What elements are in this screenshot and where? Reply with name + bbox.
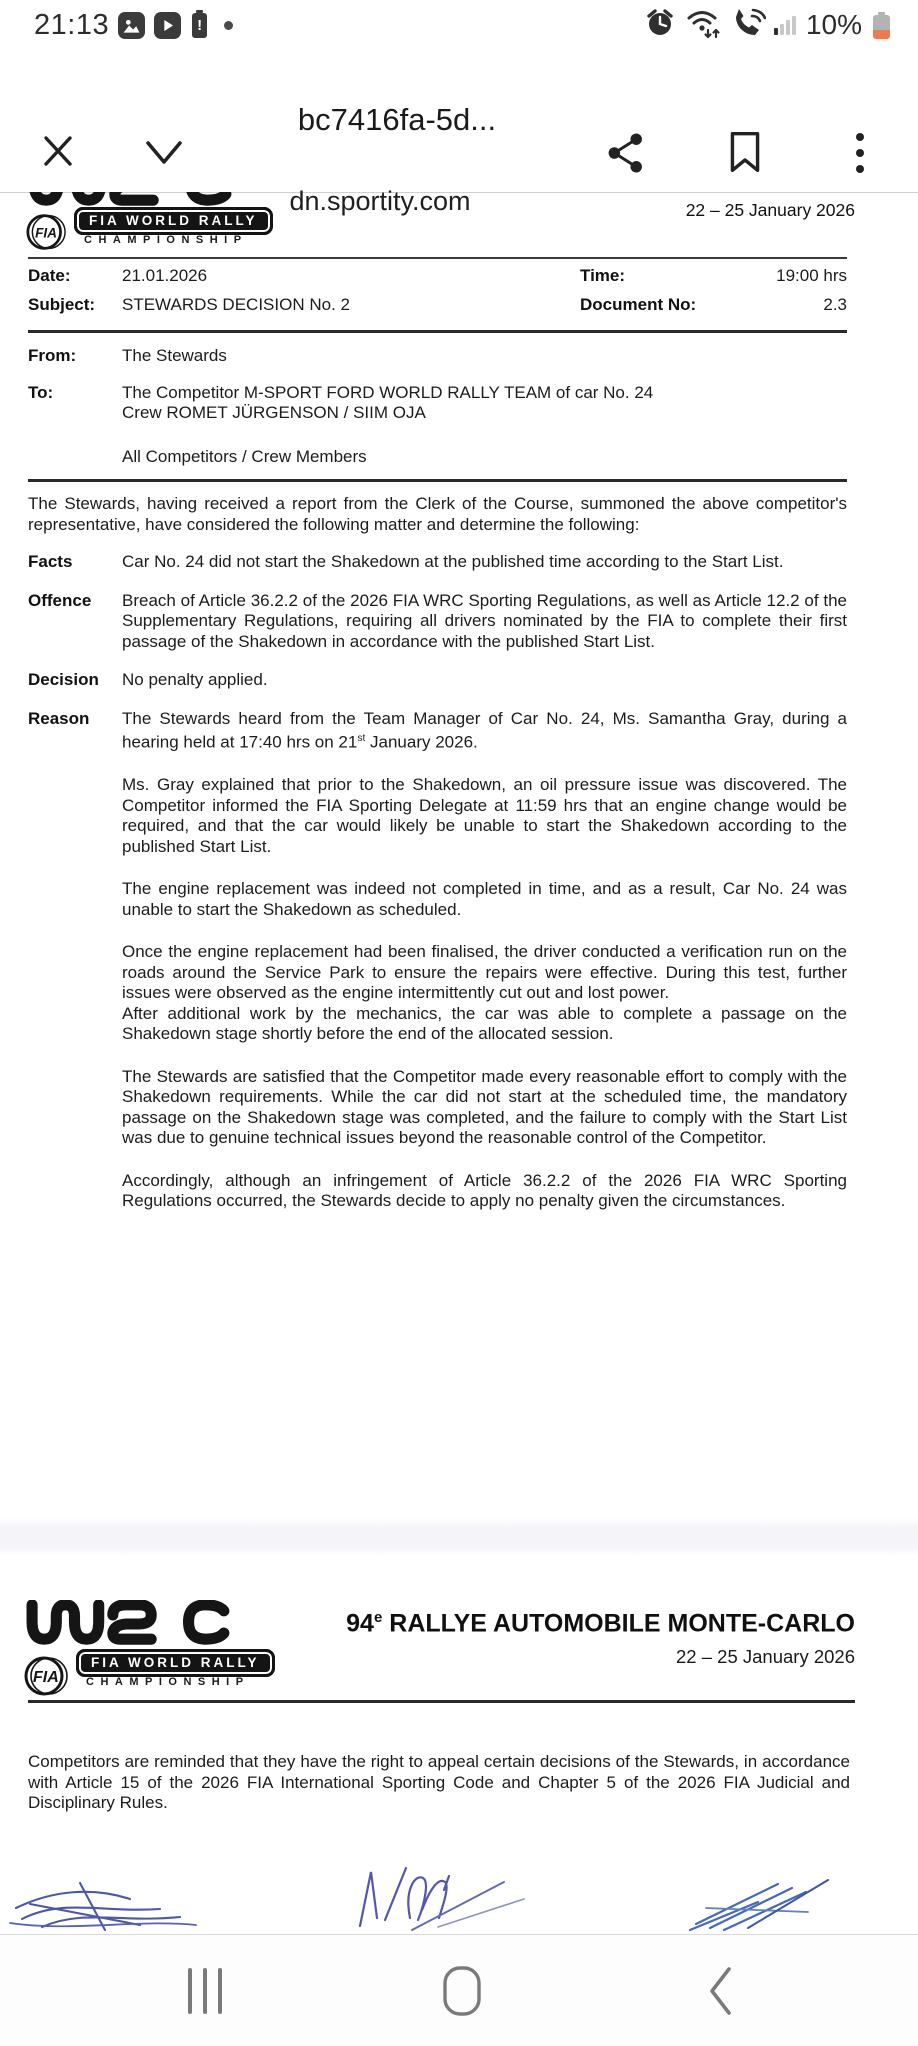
wrc-badge-title: FIA WORLD RALLY [74,207,273,235]
status-time: 21:13 [34,8,110,41]
signature-left [8,1878,208,1934]
date-label: Date: [28,266,71,285]
decision-sections [28,552,847,1252]
wrc-badge-title: FIA WORLD RALLY [76,1649,275,1677]
decision-section [28,670,847,691]
reason-label: Reason [28,708,90,728]
divider [28,257,847,259]
time-value: 19:00 hrs [776,266,847,285]
reason-paragraph: Once the engine replacement had been finalised, the driver conducted a verification run on the roads around the Service Park to ensure the repairs were effective. During this test, further issues were observed as the engine intermittently cut out and lost power. [122,942,847,1003]
wrc-badge-subtitle: CHAMPIONSHIP [84,234,248,246]
reason-paragraph: After additional work by the mechanics, the car was able to complete a passage on the Shakedown stage shortly before the end of the allocated session. [122,1003,847,1044]
close-icon[interactable] [38,130,78,175]
share-icon[interactable] [604,130,650,181]
offence-section [28,591,847,653]
to-competitor: The Competitor M-SPORT FORD WORLD RALLY TEAM of car No. 24 [122,382,654,402]
offence-text: Breach of Article 36.2.2 of the 2026 FIA WRC Sporting Regulations, as well as Article 12.2 of the Supplementary Regulations, requiring all drivers nominated by the FIA to complete their first passage of the Shakedown in accordance with the published Start List. [122,590,847,651]
facts-label: Facts [28,552,73,571]
wrc-logo [24,1600,236,1653]
svg-text:FIA: FIA [35,225,58,241]
bookmark-icon[interactable] [722,128,768,181]
reason-paragraph: Ms. Gray explained that prior to the Shakedown, an oil pressure issue was discovered. The Competitor informed the FIA Sporting Delegate at 11:59 hrs that an engine change would be required, and that the car would likely be unable to start the Shakedown according to the published Start List. [122,775,847,856]
reason-paragraph: Accordingly, although an infringement of Article 36.2.2 of the 2026 FIA WRC Sporting Regulations occurred, the Stewards decide to apply no penalty given the circumstances. [122,1170,847,1211]
home-icon[interactable] [412,1935,512,2046]
doc-no-value: 2.3 [823,294,847,314]
appeal-notice: Competitors are reminded that they have the right to appeal certain decisions of the Stewards, in accordance with Article 15 of the 2026 FIA International Sporting Code and Chapter 5 of the 2026 FIA Judicial and Disciplinary Rules. [28,1752,850,1812]
reason-section [28,709,847,1234]
battery-alert-icon: ! [192,13,207,38]
rally-title: 94e RALLYE AUTOMOBILE MONTE-CARLO [346,1609,855,1638]
from-value: The Stewards [122,346,227,365]
subject-label: Subject: [28,294,96,314]
back-icon[interactable] [670,1935,770,2046]
signature-right [686,1872,841,1933]
from-to-block [28,346,847,467]
offence-label: Offence [28,590,92,610]
facts-section [28,552,847,573]
video-icon [154,12,181,39]
overflow-menu-icon[interactable] [850,130,870,181]
divider [28,1700,855,1703]
reason-paragraph: The engine replacement was indeed not completed in time, and as a result, Car No. 24 was unable to start the Shakedown as scheduled. [122,879,847,919]
document-title: bc7416fa-5d... [297,102,497,137]
to-label: To: [28,382,54,402]
status-bar [0,0,918,46]
recents-icon[interactable] [155,1935,255,2046]
subject-value: STEWARDS DECISION No. 2 [122,294,350,314]
fia-logo-icon [26,212,66,257]
decision-label: Decision [28,670,99,689]
event-dates-page1: 22 – 25 January 2026 [685,200,855,220]
wifi-calling-icon [732,7,766,44]
divider [28,479,847,482]
to-crew: Crew ROMET JÜRGENSON / SIIM OJA [122,403,426,422]
signal-icon [774,15,796,35]
wrc-badge-subtitle: CHAMPIONSHIP [86,1676,250,1688]
intro-paragraph: The Stewards, having received a report from the Clerk of the Course, summoned the above competitor's representative, have considered the following matter and determine the following: [28,494,847,534]
svg-text:FIA: FIA [33,1669,59,1686]
battery-percent: 10% [805,9,862,40]
from-label: From: [28,346,77,365]
document-source-url: dn.sportity.com [289,186,471,216]
fia-wrc-badge-page1 [26,212,273,257]
signature-center [352,1856,547,1933]
date-value: 21.01.2026 [122,266,208,285]
alarm-icon [644,7,676,44]
time-label: Time: [580,266,626,285]
to-all-competitors: All Competitors / Crew Members [122,446,367,466]
wifi-icon [684,6,724,45]
page-separator [0,1518,918,1556]
doc-no-label: Document No: [580,294,697,314]
android-nav-bar [0,1935,918,2046]
fia-logo-icon [24,1654,68,1703]
document-meta [28,266,847,323]
divider [28,330,847,333]
reason-paragraph: The Stewards heard from the Team Manager of Car No. 24, Ms. Samantha Gray, during a hearing held at 17:40 hrs on 21st January 2026. [122,708,847,752]
gallery-icon [118,12,145,39]
decision-text: No penalty applied. [122,670,268,689]
event-dates-page2: 22 – 25 January 2026 [676,1646,855,1668]
reason-paragraph: The Stewards are satisfied that the Competitor made every reasonable effort to comply with the Shakedown requirements. While the car did not start at the scheduled time, the mandatory passage on the Shakedown stage was completed, and the failure to comply with the Start List was due to genuine technical issues beyond the reasonable control of the Competitor. [122,1066,847,1148]
chevron-down-icon[interactable] [142,138,186,173]
notification-dot [224,21,233,30]
rally-title-block [235,1604,855,1668]
battery-icon [873,12,890,39]
facts-text: Car No. 24 did not start the Shakedown at the published time according to the Start List. [122,552,784,571]
